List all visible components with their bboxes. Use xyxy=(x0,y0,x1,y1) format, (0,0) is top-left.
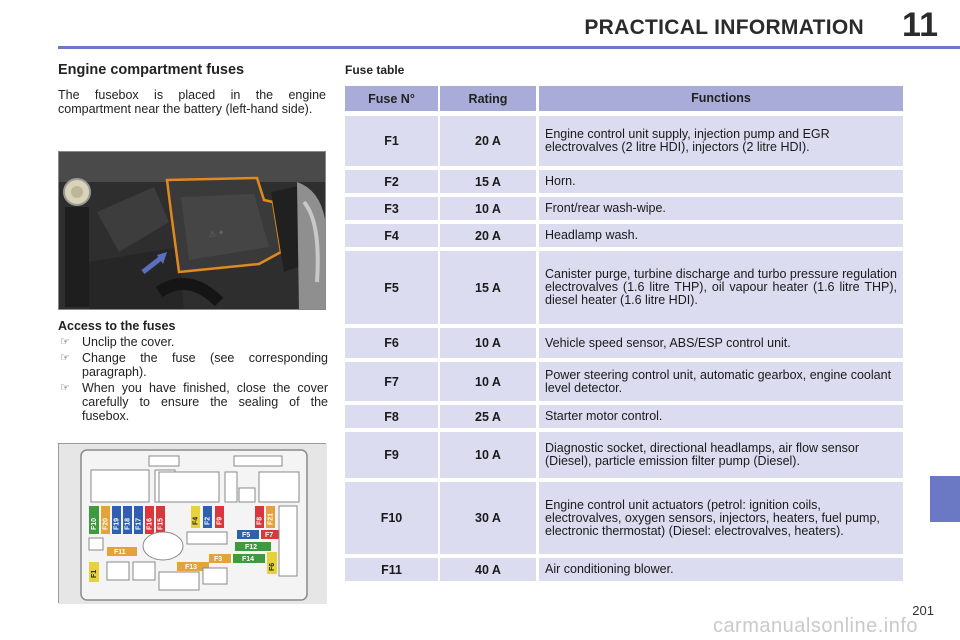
fuse-label: F1 xyxy=(91,569,98,578)
fuse-number: F3 xyxy=(345,197,438,220)
hand-pointer-icon: ☞ xyxy=(60,336,70,348)
engine-compartment-photo xyxy=(58,151,326,310)
fuse-function: Engine control unit supply, injection pump and EGR electrovalves (2 litre HDI), injectors (2 litre HDI). xyxy=(539,116,903,166)
table-row xyxy=(345,328,903,358)
fuse-function: Starter motor control. xyxy=(539,405,903,428)
table-row xyxy=(345,405,903,428)
header-functions: Functions xyxy=(539,86,903,111)
fuse-label: F17 xyxy=(135,517,143,530)
intro-paragraph: The fusebox is placed in the engine compartment near the battery (left-hand side). xyxy=(58,88,326,116)
header-rule xyxy=(58,46,960,49)
fuse-function: Headlamp wash. xyxy=(539,224,903,247)
fuse-rating: 30 A xyxy=(440,482,536,554)
fuse-function: Horn. xyxy=(539,170,903,193)
fuse-rating: 15 A xyxy=(440,251,536,324)
fuse-label: F18 xyxy=(124,517,132,530)
fuse-number: F7 xyxy=(345,362,438,401)
fuse-rating: 10 A xyxy=(440,328,536,358)
hand-pointer-icon: ☞ xyxy=(60,352,70,364)
fuse-rating: 10 A xyxy=(440,197,536,220)
fuse-function: Front/rear wash-wipe. xyxy=(539,197,903,220)
fuse-rating: 20 A xyxy=(440,116,536,166)
fuse-number: F4 xyxy=(345,224,438,247)
header-rating: Rating xyxy=(440,86,536,111)
fuse-function: Power steering control unit, automatic gearbox, engine coolant level detector. xyxy=(539,362,903,401)
table-row xyxy=(345,251,903,324)
fuse-number: F11 xyxy=(345,558,438,581)
fuse-rating: 15 A xyxy=(440,170,536,193)
fuse-function: Vehicle speed sensor, ABS/ESP control unit. xyxy=(539,328,903,358)
engine-photo-illustration xyxy=(59,152,326,310)
table-row xyxy=(345,558,903,581)
step-item: ☞ Change the fuse (see corresponding paragraph). xyxy=(60,351,328,379)
fuse-table xyxy=(345,86,903,585)
fuse-label: F5 xyxy=(242,532,251,539)
fuse-label: F11 xyxy=(114,549,126,556)
fuse-function: Engine control unit actuators (petrol: ignition coils, electrovalves, oxygen sensors, injectors, heaters, fuel pump, electronic thermostat) (Diesel: electrovalves, heaters). xyxy=(539,482,903,554)
fuse-label: F16 xyxy=(146,517,154,530)
fuse-label: F6 xyxy=(269,562,276,571)
fuse-number: F9 xyxy=(345,432,438,478)
fuse-label: F12 xyxy=(245,544,258,551)
page-number: 201 xyxy=(912,603,934,618)
step-item: ☞ Unclip the cover. xyxy=(60,335,175,349)
chapter-number: 11 xyxy=(902,6,938,44)
table-row xyxy=(345,170,903,193)
fuse-rating: 40 A xyxy=(440,558,536,581)
fuse-label: F20 xyxy=(102,517,110,530)
fuse-number: F6 xyxy=(345,328,438,358)
table-row xyxy=(345,224,903,247)
section-title: Engine compartment fuses xyxy=(58,62,245,78)
steps-list xyxy=(58,335,328,425)
fuse-number: F8 xyxy=(345,405,438,428)
fuse-label: F21 xyxy=(267,512,275,525)
page-title: PRACTICAL INFORMATION xyxy=(584,16,864,39)
fuse-rating: 10 A xyxy=(440,432,536,478)
fusebox-diagram xyxy=(58,443,326,603)
access-title: Access to the fuses xyxy=(58,319,176,333)
fuse-label: F13 xyxy=(185,564,198,571)
table-row xyxy=(345,482,903,554)
fuse-function: Canister purge, turbine discharge and turbo pressure regulation electrovalves (1.6 litre THP), oil vapour heater (1.6 litre THP), diesel heater (1.6 litre HDI). xyxy=(539,251,903,324)
table-row xyxy=(345,116,903,166)
fuse-rating: 10 A xyxy=(440,362,536,401)
fuse-function: Air conditioning blower. xyxy=(539,558,903,581)
hand-pointer-icon: ☞ xyxy=(60,382,70,394)
table-row xyxy=(345,197,903,220)
fuse-label: F9 xyxy=(216,516,224,525)
header-fuse-number: Fuse N° xyxy=(345,86,438,111)
fusebox-diagram-illustration xyxy=(59,444,327,604)
fuse-label: F19 xyxy=(113,517,121,530)
fuse-label: F10 xyxy=(91,517,98,530)
fuse-label: F15 xyxy=(157,517,165,530)
watermark: carmanualsonline.info xyxy=(712,615,918,637)
fuse-label: F4 xyxy=(192,516,200,525)
svg-text:⚠ ✦: ⚠ ✦ xyxy=(208,227,226,239)
fuse-label: F8 xyxy=(256,516,264,525)
fuse-number: F10 xyxy=(345,482,438,554)
fuse-number: F1 xyxy=(345,116,438,166)
table-row xyxy=(345,362,903,401)
fuse-rating: 20 A xyxy=(440,224,536,247)
table-header-row xyxy=(345,86,903,111)
chapter-side-tab xyxy=(930,476,960,522)
fuse-rating: 25 A xyxy=(440,405,536,428)
fuse-label: F2 xyxy=(204,516,212,525)
table-row xyxy=(345,432,903,478)
table-caption: Fuse table xyxy=(345,63,405,77)
step-item: ☞ When you have finished, close the cover carefully to ensure the sealing of the fusebox. xyxy=(60,381,328,423)
fuse-number: F2 xyxy=(345,170,438,193)
fuse-function: Diagnostic socket, directional headlamps, air flow sensor (Diesel), particle emission filter pump (Diesel). xyxy=(539,432,903,478)
fuse-number: F5 xyxy=(345,251,438,324)
fuse-label: F7 xyxy=(265,532,274,539)
fuse-label: F14 xyxy=(242,556,255,563)
fuse-label: F3 xyxy=(214,556,223,563)
